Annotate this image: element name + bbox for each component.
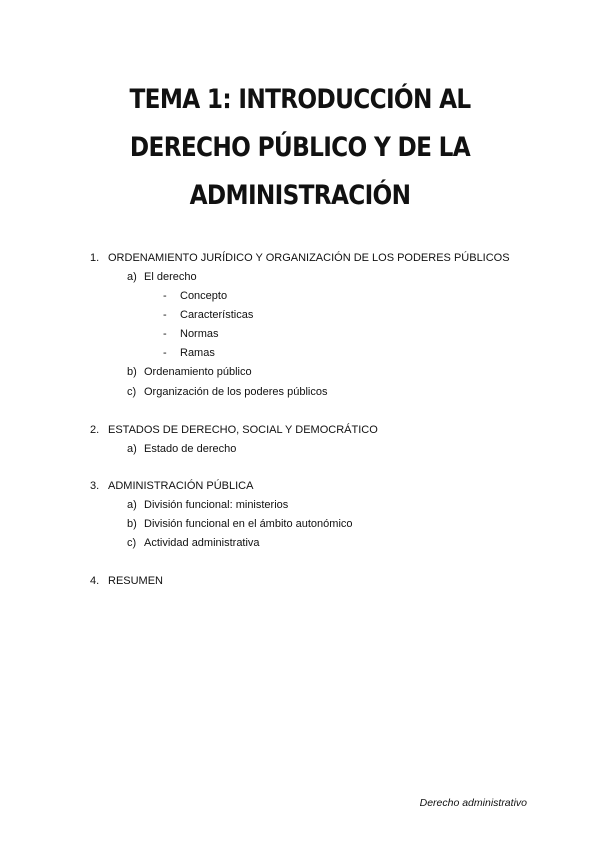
subsection-label: División funcional: ministerios (144, 499, 289, 511)
subsection-letter: c) (127, 386, 137, 398)
section-label: ESTADOS DE DERECHO, SOCIAL Y DEMOCRÁTICO (108, 424, 378, 436)
subsection-label: División funcional en el ámbito autonómico (144, 518, 353, 530)
subsection-letter: a) (127, 271, 137, 283)
subsection-letter: b) (127, 518, 137, 530)
title-line-3: ADMINISTRACIÓN (189, 180, 411, 211)
dash-bullet: - (163, 347, 167, 359)
subsection-letter: a) (127, 443, 137, 455)
page-footer: Derecho administrativo (419, 797, 527, 809)
subsection-label: Organización de los poderes públicos (144, 386, 328, 398)
section-number: 4. (90, 575, 100, 587)
dash-bullet: - (163, 290, 167, 302)
list-item-label: Normas (180, 328, 219, 340)
subsection-label: El derecho (144, 271, 197, 283)
dash-bullet: - (163, 328, 167, 340)
section-number: 2. (90, 424, 100, 436)
subsection-letter: c) (127, 537, 137, 549)
subsection-label: Ordenamiento público (144, 366, 252, 378)
subsection-letter: a) (127, 499, 137, 511)
dash-bullet: - (163, 309, 167, 321)
section-label: ADMINISTRACIÓN PÚBLICA (108, 480, 254, 492)
section-label: RESUMEN (108, 575, 164, 587)
section-number: 1. (90, 252, 100, 264)
subsection-letter: b) (127, 366, 137, 378)
title-line-1: TEMA 1: INTRODUCCIÓN AL (129, 84, 471, 115)
section-number: 3. (90, 480, 100, 492)
page-title (94, 76, 507, 220)
list-item-label: Características (180, 309, 254, 321)
subsection-label: Actividad administrativa (144, 537, 260, 549)
list-item-label: Ramas (180, 347, 215, 359)
section-label: ORDENAMIENTO JURÍDICO Y ORGANIZACIÓN DE LOS PODERES PÚBLICOS (108, 252, 510, 264)
subsection-label: Estado de derecho (144, 443, 237, 455)
list-item-label: Concepto (180, 290, 228, 302)
title-line-2: DERECHO PÚBLICO Y DE LA (129, 132, 471, 163)
